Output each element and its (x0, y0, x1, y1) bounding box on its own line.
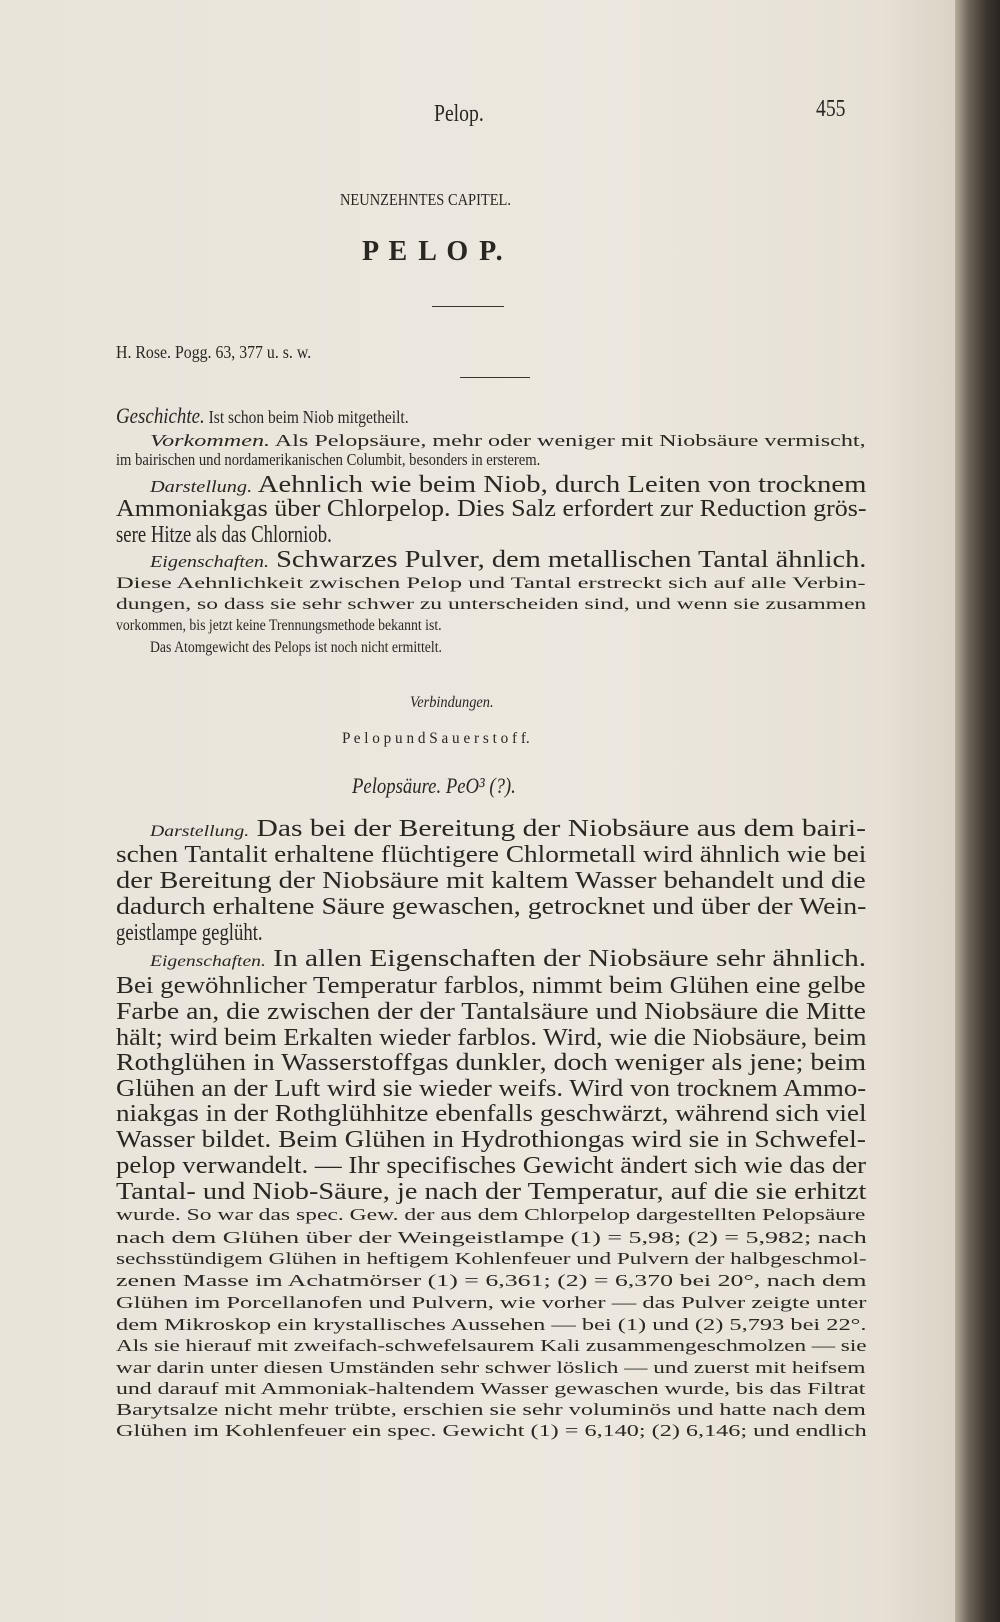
paragraph-lead: Pelopsäure. PeO³ (?). (352, 773, 516, 798)
line-text: sechsstündigem Glühen in heftigem Kohlenfeuer und Pulvern der halbgeschmol- (116, 1249, 867, 1268)
line-text: zenen Masse im Achatmörser (1) = 6,361; (2) = 6,370 bei 20°, nach dem (116, 1271, 867, 1290)
text-line (116, 1000, 866, 1024)
line-text: Glühen an der Luft wird sie wieder weifs. Wird von trocknem Ammo- (116, 1076, 867, 1102)
line-text: Das Atomgewicht des Pelops ist noch nicht ermittelt. (150, 639, 442, 656)
text-line (116, 405, 409, 427)
line-text: dungen, so dass sie sehr schwer zu unterscheiden sind, und wenn sie zusammen (116, 596, 867, 613)
divider (460, 377, 530, 378)
line-text: In allen Eigenschaften der Niobsäure sehr ähnlich. (265, 946, 867, 972)
line-text: Wasser bildet. Beim Glühen in Hydrothiongas wird sie in Schwefel- (116, 1127, 866, 1153)
chapter-title: P E L O P. (362, 236, 505, 267)
line-text: dadurch erhaltene Säure gewaschen, getrocknet und über der Wein- (116, 894, 867, 920)
text-line (150, 817, 866, 841)
text-line (342, 731, 530, 747)
line-text: pelop verwandelt. — Ihr specifisches Gewicht ändert sich wie das der (116, 1153, 867, 1179)
paragraph-lead: Eigenschaften. (150, 552, 270, 571)
paragraph-lead: Darstellung. (150, 477, 253, 496)
text-line (116, 1154, 866, 1178)
text-line (116, 523, 332, 547)
line-text: Das bei der Bereitung der Niobsäure aus dem bairi- (249, 816, 866, 842)
line-text: hält; wird beim Erkalten wieder farblos. Wird, wie die Niobsäure, beim (116, 1025, 867, 1051)
line-text: Aehnlich wie beim Niob, durch Leiten von trocknem (252, 472, 867, 498)
text-line (150, 640, 442, 656)
text-line (116, 618, 442, 634)
line-text: Ammoniakgas über Chlorpelop. Dies Salz erfordert zur Reduction grös- (116, 496, 867, 522)
line-text: und darauf mit Ammoniak-haltendem Wasser gewaschen wurde, bis das Filtrat (116, 1379, 866, 1398)
paragraph-lead: Vorkommen. (150, 431, 271, 450)
line-text: Diese Aehnlichkeit zwischen Pelop und Tantal erstreckt sich auf alle Verbin- (116, 575, 866, 592)
text-line (410, 695, 494, 711)
text-line (116, 597, 866, 613)
line-text: im bairischen und nordamerikanischen Columbit, besonders in ersterem. (116, 450, 541, 469)
text-line (150, 432, 866, 449)
text-line (116, 451, 540, 468)
line-text: geistlampe geglüht. (116, 920, 263, 946)
line-text: wurde. So war das spec. Gew. der aus dem Chlorpelop dargestellten Pelopsäure (116, 1205, 866, 1224)
text-line (116, 1077, 866, 1101)
line-text: schen Tantalit erhaltene flüchtigere Chlormetall wird ähnlich wie bei (116, 842, 867, 868)
text-line (116, 1180, 866, 1204)
text-line (116, 1206, 865, 1223)
book-binding-edge (955, 0, 1000, 1622)
line-text: niakgas in der Rothglühhitze ebenfalls geschwärzt, während sich viel (116, 1101, 867, 1127)
text-line (352, 775, 516, 797)
text-line (150, 548, 866, 572)
paragraph-lead: Geschichte. (116, 403, 205, 428)
text-line (150, 947, 866, 971)
chapter-label: NEUNZEHNTES CAPITEL. (340, 190, 511, 209)
line-text: Bei gewöhnlicher Temperatur farblos, nimmt beim Glühen eine gelbe (116, 973, 866, 999)
text-line (116, 1337, 867, 1354)
line-text: Barytsalze nicht mehr trübte, erschien sie sehr voluminös und hatte nach dem (116, 1400, 866, 1419)
text-line (116, 1380, 865, 1397)
running-title: Pelop. (434, 101, 484, 127)
text-line (116, 497, 867, 521)
divider (432, 306, 504, 307)
text-line (116, 1316, 866, 1333)
text-line (116, 921, 263, 945)
text-line (116, 1229, 867, 1246)
line-text: sere Hitze als das Chlorniob. (116, 522, 332, 548)
line-text: nach dem Glühen über der Weingeistlampe (1) = 5,98; (2) = 5,982; nach (116, 1228, 867, 1247)
line-text: Schwarzes Pulver, dem metallischen Tantal ähnlich. (269, 547, 867, 573)
line-text: P e l o p u n d S a u e r s t o f f. (342, 730, 530, 747)
text-line (116, 1102, 867, 1126)
line-text: Als Pelopsäure, mehr oder weniger mit Niobsäure vermischt, (270, 431, 866, 450)
line-text: war darin unter diesen Umständen sehr schwer löslich — und zuerst mit heifsem (116, 1358, 866, 1377)
text-line (150, 473, 866, 497)
line-text: der Bereitung der Niobsäure mit kaltem Wasser behandelt und die (116, 868, 866, 894)
text-line (116, 895, 866, 919)
page-number: 455 (816, 96, 846, 122)
paragraph-lead: Eigenschaften. (150, 953, 266, 970)
text-line (116, 1272, 867, 1289)
text-line (116, 974, 866, 998)
text-line (116, 1250, 867, 1267)
line-text: Glühen im Kohlenfeuer ein spec. Gewicht (1) = 6,140; (2) 6,146; und endlich (116, 1421, 867, 1440)
line-text: Als sie hierauf mit zweifach-schwefelsaurem Kali zusammengeschmolzen — sie (116, 1336, 867, 1355)
text-line (116, 1051, 866, 1075)
text-line (116, 1294, 866, 1311)
line-text: Ist schon beim Niob mitgetheilt. (204, 407, 409, 427)
paragraph-lead: Darstellung. (150, 823, 250, 840)
text-line (116, 576, 866, 592)
text-line (116, 869, 866, 893)
paragraph-lead: Verbindungen. (410, 694, 494, 711)
line-text: vorkommen, bis jetzt keine Trennungsmethode bekannt ist. (116, 617, 442, 634)
line-text: Rothglühen in Wasserstoffgas dunkler, doch weniger als jene; beim (116, 1050, 867, 1076)
text-line (116, 1026, 866, 1050)
text-line (116, 1359, 865, 1376)
line-text: Tantal- und Niob-Säure, je nach der Temperatur, auf die sie erhitzt (116, 1179, 867, 1205)
text-line (116, 1128, 866, 1152)
text-line (116, 1422, 867, 1439)
line-text: Farbe an, die zwischen der der Tantalsäure und Niobsäure die Mitte (116, 999, 866, 1025)
text-line (116, 1401, 866, 1418)
literature-reference: H. Rose. Pogg. 63, 377 u. s. w. (116, 342, 312, 362)
text-line (116, 843, 866, 867)
line-text: Glühen im Porcellanofen und Pulvern, wie vorher — das Pulver zeigte unter (116, 1293, 867, 1312)
line-text: dem Mikroskop ein krystallisches Aussehen — bei (1) und (2) 5,793 bei 22°. (116, 1315, 867, 1334)
